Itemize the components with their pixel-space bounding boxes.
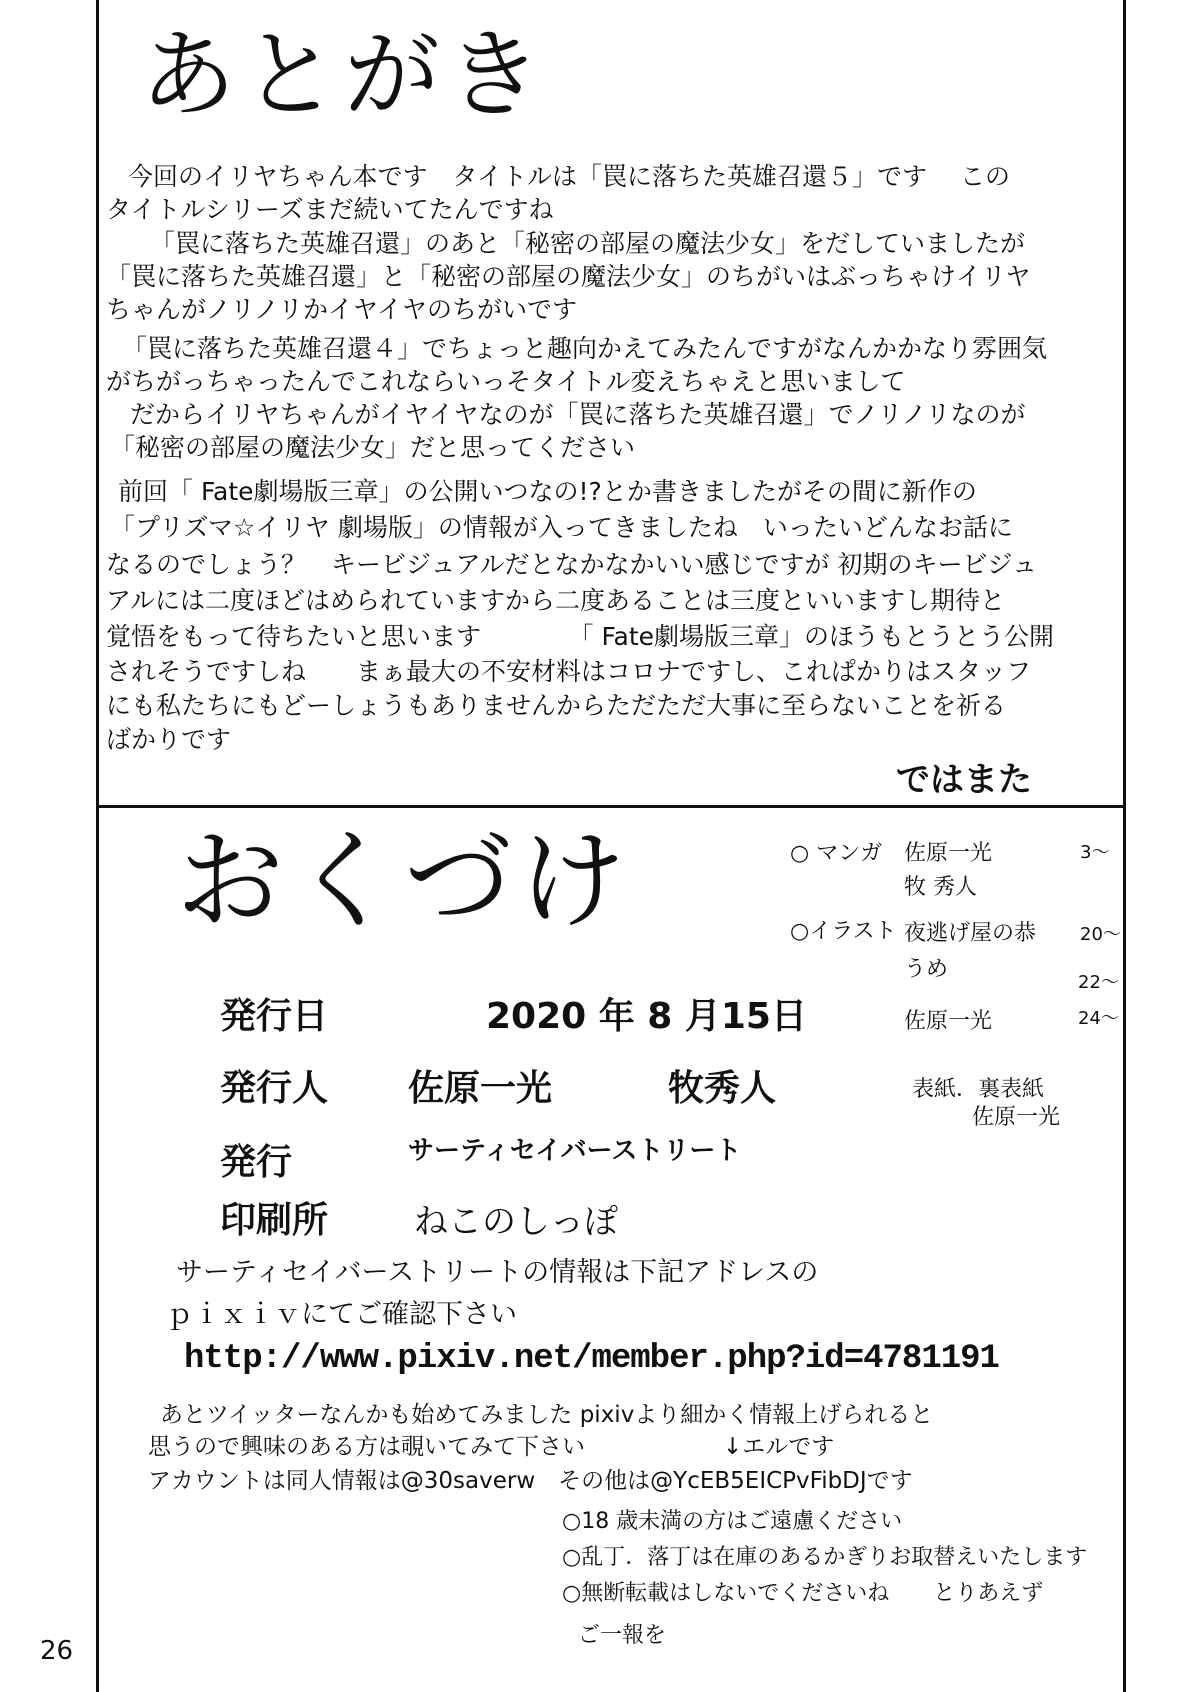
- notice-item: ご一報を: [578, 1623, 667, 1648]
- afterword-line: 「秘密の部屋の魔法少女」だと思ってください: [110, 433, 636, 462]
- credit-name: うめ: [904, 957, 949, 982]
- credit-name: 佐原一光: [904, 1009, 993, 1034]
- twitter-line: あとツイッターなんかも始めてみました pixivより細かく情報上げられると: [160, 1402, 934, 1428]
- publisher-label: 発行人: [220, 1068, 329, 1109]
- colophon-heading: おくづけ: [176, 819, 633, 944]
- afterword-heading: あとがき: [140, 19, 548, 131]
- afterword-line: なるのでしょう？ キービジュアルだとなかなかいい感じですが 初期のキービジュ: [106, 550, 1037, 579]
- afterword-line: タイトルシリーズまだ続いてたんですね: [106, 195, 554, 224]
- credit-name: 夜逃げ屋の恭: [904, 921, 1037, 946]
- printer-label: 印刷所: [220, 1200, 329, 1241]
- afterword-line: がちがっちゃったんでこれならいっそタイトル変えちゃえと思いまして: [106, 367, 906, 396]
- cover-credit-label: 表紙．裏表紙: [912, 1077, 1045, 1102]
- afterword-line: 前回「 Fate劇場版三章」の公開いつなの!?とか書きましたがその間に新作の: [118, 477, 977, 506]
- afterword-line: 「罠に落ちた英雄召還」のあと「秘密の部屋の魔法少女」をだしていましたが: [150, 229, 1026, 258]
- twitter-line: アカウントは同人情報は@30saverw その他は@YcEB5EICPvFibDJです: [148, 1468, 913, 1494]
- afterword-line: されそうですしね まぁ最大の不安材料はコロナですし、これぱかりはスタッフ: [106, 657, 1032, 686]
- credit-page: 3～: [1080, 842, 1110, 863]
- credit-page: 22～: [1078, 972, 1119, 993]
- credit-page: 24～: [1078, 1008, 1119, 1029]
- afterword-line: ちゃんがノリノリかイヤイヤのちがいです: [106, 295, 578, 324]
- afterword-line: にも私たちにもどーしょうもありませんからただただ大事に至らないことを祈る: [106, 691, 1007, 720]
- pixiv-url[interactable]: http://www.pixiv.net/member.php?id=4781191: [184, 1340, 999, 1378]
- afterword-line: だからイリヤちゃんがイヤイヤなのが「罠に落ちた英雄召還」でノリノリなのが: [130, 400, 1026, 429]
- issue-date-label: 発行日: [220, 996, 329, 1037]
- credit-role: ○イラスト: [790, 919, 897, 944]
- afterword-signoff: ではまた: [896, 760, 1032, 800]
- afterword-line: 今回のイリヤちゃん本です タイトルは「罠に落ちた英雄召還５」です この: [128, 162, 1010, 191]
- credit-name: 牧 秀人: [904, 875, 977, 900]
- notice-item: ○18 歳未満の方はご遠慮ください: [562, 1509, 903, 1534]
- afterword-line: アルには二度ほどはめられていますから二度あることは三度といいますし期待と: [106, 586, 1006, 615]
- afterword-line: ばかりです: [106, 725, 232, 754]
- credit-role: ○ マンガ: [790, 841, 883, 866]
- twitter-line: 思うので興味のある方は覗いてみて下さい ↓エルです: [148, 1434, 835, 1460]
- printer-value: ねこのしっぽ: [414, 1202, 618, 1242]
- credit-name: 佐原一光: [904, 841, 993, 866]
- publisher-name-2: 牧秀人: [668, 1068, 777, 1109]
- notice-item: ○乱丁．落丁は在庫のあるかぎりお取替えいたします: [562, 1545, 1088, 1570]
- cover-credit-name: 佐原一光: [972, 1105, 1061, 1130]
- circle-value: サーティセイバーストリート: [408, 1136, 742, 1166]
- afterword-line: 「罠に落ちた英雄召還４」でちょっと趣向かえてみたんですがなんかかなり雰囲気: [122, 334, 1048, 363]
- publisher-name-1: 佐原一光: [408, 1068, 553, 1109]
- circle-label: 発行: [220, 1142, 293, 1183]
- page-number: 26: [40, 1636, 74, 1666]
- info-line: ｐｉｘｉｖにてご確認下さい: [166, 1299, 517, 1330]
- afterword-line: 「プリズマ☆イリヤ 劇場版」の情報が入ってきましたね いったいどんなお話に: [110, 513, 1013, 542]
- issue-date-value: 2020 年 8 月15日: [486, 996, 807, 1037]
- afterword-line: 覚悟をもって待ちたいと思います 「 Fate劇場版三章」のほうもとうとう公開: [106, 622, 1055, 651]
- afterword-line: 「罠に落ちた英雄召還」と「秘密の部屋の魔法少女」のちがいはぶっちゃけイリヤ: [106, 262, 1031, 291]
- notice-item: ○無断転載はしないでくださいね とりあえず: [562, 1581, 1044, 1606]
- info-line: サーティセイバーストリートの情報は下記アドレスの: [176, 1257, 819, 1288]
- credit-page: 20～: [1080, 924, 1121, 945]
